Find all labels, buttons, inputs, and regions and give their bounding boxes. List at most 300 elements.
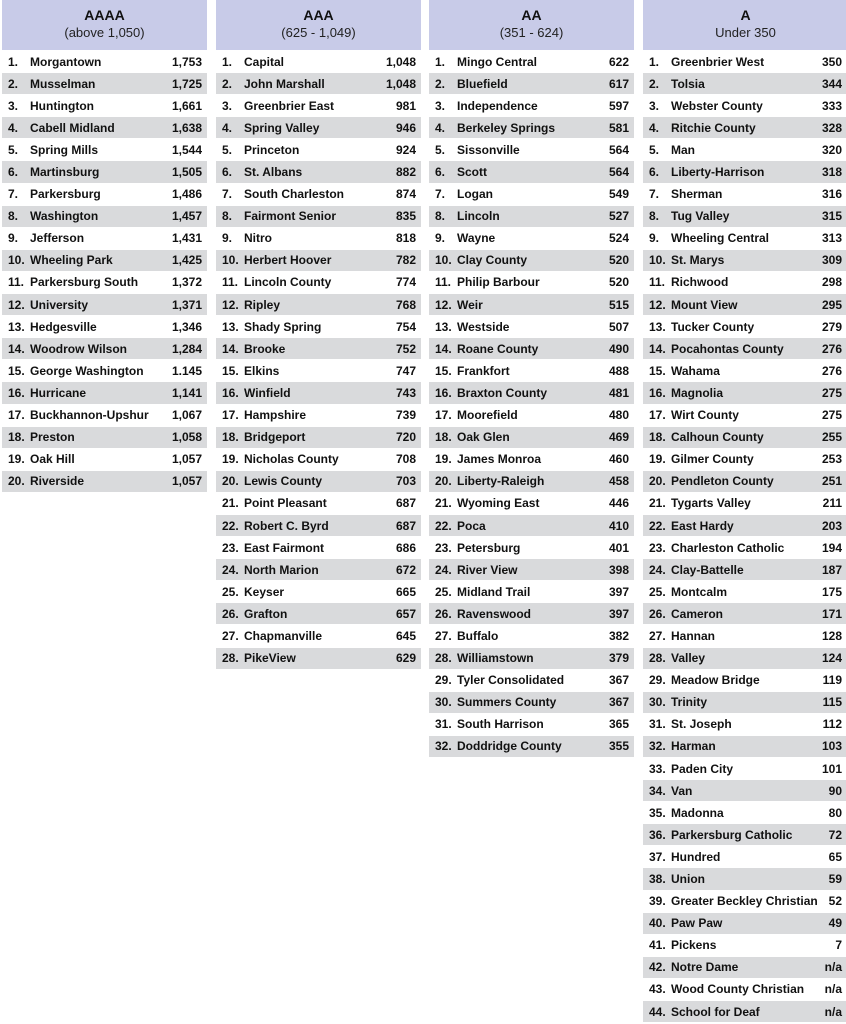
school-name: Paden City xyxy=(671,761,734,776)
school-name: Summers County xyxy=(457,695,557,710)
rank-number: 22. xyxy=(222,518,239,533)
enrollment-value: 275 xyxy=(821,408,842,423)
table-row xyxy=(429,184,634,206)
enrollment-value: 103 xyxy=(821,739,842,754)
table-row xyxy=(643,51,846,73)
enrollment-value: 1,067 xyxy=(171,408,202,423)
enrollment-value: 1.145 xyxy=(171,363,202,378)
rank-number: 19. xyxy=(222,452,239,467)
table-row xyxy=(643,559,846,581)
enrollment-value: 1,753 xyxy=(171,54,202,69)
school-name: River View xyxy=(457,562,518,577)
rank-number: 11. xyxy=(8,275,25,290)
school-name: Parkersburg Catholic xyxy=(671,827,793,842)
enrollment-value: 379 xyxy=(608,651,629,666)
school-name: East Hardy xyxy=(671,518,734,533)
column-subtitle: Under 350 xyxy=(715,25,776,40)
enrollment-value: 469 xyxy=(608,430,629,445)
table-row xyxy=(429,338,634,360)
enrollment-value: 279 xyxy=(821,319,842,334)
table-row xyxy=(643,471,846,493)
school-name: Petersburg xyxy=(457,540,521,555)
school-name: Wood County Christian xyxy=(671,982,805,997)
rank-number: 8. xyxy=(222,209,233,224)
enrollment-value: 708 xyxy=(395,452,416,467)
enrollment-value: 882 xyxy=(395,165,416,180)
school-name: Mount View xyxy=(671,297,738,312)
rank-number: 25. xyxy=(222,584,239,599)
enrollment-value: 1,284 xyxy=(171,341,202,356)
table-row xyxy=(643,294,846,316)
school-name: Hurricane xyxy=(30,385,87,400)
table-row xyxy=(429,670,634,692)
table-row xyxy=(643,139,846,161)
table-row xyxy=(429,206,634,228)
school-name: Shady Spring xyxy=(244,319,322,334)
school-name: Pendleton County xyxy=(671,474,774,489)
table-row xyxy=(2,206,207,228)
enrollment-value: 398 xyxy=(608,562,629,577)
school-name: Oak Glen xyxy=(457,430,510,445)
rank-number: 16. xyxy=(222,385,239,400)
school-name: Magnolia xyxy=(671,385,724,400)
rank-number: 15. xyxy=(435,363,452,378)
enrollment-value: 1,048 xyxy=(385,76,416,91)
enrollment-value: 255 xyxy=(821,430,842,445)
school-name: Madonna xyxy=(671,805,724,820)
table-row xyxy=(429,427,634,449)
column-header xyxy=(643,0,846,50)
rank-number: 5. xyxy=(649,142,660,157)
enrollment-value: 981 xyxy=(395,98,416,113)
column-aa xyxy=(429,0,634,758)
rank-number: 18. xyxy=(8,430,25,445)
table-row xyxy=(429,161,634,183)
school-name: PikeView xyxy=(244,651,296,666)
table-row xyxy=(216,206,421,228)
enrollment-value: 629 xyxy=(395,651,416,666)
table-row xyxy=(2,161,207,183)
table-row xyxy=(2,228,207,250)
table-row xyxy=(643,316,846,338)
table-row xyxy=(216,449,421,471)
rank-number: 2. xyxy=(435,76,446,91)
enrollment-value: 115 xyxy=(822,695,842,710)
table-row xyxy=(429,449,634,471)
rank-number: 2. xyxy=(222,76,233,91)
school-name: South Harrison xyxy=(457,717,544,732)
table-row xyxy=(643,913,846,935)
enrollment-value: 1,346 xyxy=(171,319,202,334)
table-row xyxy=(643,537,846,559)
rank-number: 33. xyxy=(649,761,666,776)
column-subtitle: (625 - 1,049) xyxy=(281,25,356,40)
enrollment-value: 774 xyxy=(395,275,416,290)
table-row xyxy=(429,95,634,117)
table-row xyxy=(643,758,846,780)
school-name: Keyser xyxy=(244,584,285,599)
rank-number: 44. xyxy=(649,1004,666,1019)
school-name: Midland Trail xyxy=(457,584,531,599)
enrollment-value: 52 xyxy=(828,894,842,909)
enrollment-value: 458 xyxy=(608,474,629,489)
enrollment-value: 328 xyxy=(821,120,842,135)
table-row xyxy=(216,427,421,449)
rank-number: 16. xyxy=(8,385,25,400)
table-row xyxy=(216,316,421,338)
table-row xyxy=(643,935,846,957)
table-row xyxy=(429,714,634,736)
table-row xyxy=(429,139,634,161)
school-name: Doddridge County xyxy=(457,739,562,754)
column-header xyxy=(216,0,421,50)
rank-number: 5. xyxy=(8,142,19,157)
rank-number: 13. xyxy=(649,319,666,334)
rank-number: 1. xyxy=(435,54,446,69)
school-name: John Marshall xyxy=(244,76,325,91)
rank-number: 10. xyxy=(649,253,666,268)
table-row xyxy=(429,515,634,537)
enrollment-value: 80 xyxy=(828,805,842,820)
rank-number: 14. xyxy=(649,341,666,356)
enrollment-value: 686 xyxy=(395,540,416,555)
enrollment-value: 316 xyxy=(821,187,842,202)
table-row xyxy=(429,250,634,272)
table-row xyxy=(216,360,421,382)
rank-number: 7. xyxy=(435,187,446,202)
school-name: Charleston Catholic xyxy=(671,540,785,555)
school-name: Philip Barbour xyxy=(457,275,540,290)
enrollment-value: 754 xyxy=(395,319,416,334)
table-row xyxy=(216,648,421,670)
rank-number: 20. xyxy=(435,474,452,489)
school-name: Brooke xyxy=(244,341,286,356)
enrollment-value: 460 xyxy=(608,452,629,467)
school-name: Harman xyxy=(671,739,716,754)
school-name: Liberty-Raleigh xyxy=(457,474,545,489)
table-row xyxy=(643,184,846,206)
school-list xyxy=(216,51,421,670)
rank-number: 13. xyxy=(222,319,239,334)
rank-number: 43. xyxy=(649,982,666,997)
enrollment-value: 645 xyxy=(395,628,416,643)
rank-number: 37. xyxy=(649,849,666,864)
table-row xyxy=(2,294,207,316)
enrollment-value: 665 xyxy=(395,584,416,599)
school-name: Jefferson xyxy=(30,231,85,246)
enrollment-value: 315 xyxy=(821,209,842,224)
school-name: Bluefield xyxy=(457,76,508,91)
table-row xyxy=(2,471,207,493)
school-name: Wahama xyxy=(671,363,720,378)
rank-number: 38. xyxy=(649,872,666,887)
table-row xyxy=(643,228,846,250)
rank-number: 19. xyxy=(649,452,666,467)
rank-number: 24. xyxy=(222,562,239,577)
school-name: Nitro xyxy=(244,231,272,246)
table-row xyxy=(2,272,207,294)
rank-number: 11. xyxy=(649,275,666,290)
table-row xyxy=(643,95,846,117)
rank-number: 9. xyxy=(222,231,233,246)
table-row xyxy=(216,139,421,161)
enrollment-value: 344 xyxy=(821,76,842,91)
school-name: Grafton xyxy=(244,606,288,621)
enrollment-value: 318 xyxy=(821,165,842,180)
school-name: Frankfort xyxy=(457,363,510,378)
table-row xyxy=(216,338,421,360)
enrollment-value: 520 xyxy=(608,253,629,268)
enrollment-value: 739 xyxy=(395,408,416,423)
enrollment-value: 128 xyxy=(821,628,842,643)
rank-number: 4. xyxy=(649,120,660,135)
enrollment-value: 211 xyxy=(822,496,842,511)
school-name: Winfield xyxy=(244,385,291,400)
table-row xyxy=(216,161,421,183)
rank-number: 21. xyxy=(222,496,239,511)
column-title: AAAA xyxy=(84,7,125,23)
school-name: Williamstown xyxy=(457,651,534,666)
rank-number: 16. xyxy=(435,385,452,400)
enrollment-value: 564 xyxy=(608,142,629,157)
table-row xyxy=(216,272,421,294)
table-row xyxy=(643,338,846,360)
rank-number: 15. xyxy=(8,363,25,378)
rank-number: 3. xyxy=(649,98,660,113)
table-row xyxy=(643,581,846,603)
rank-number: 23. xyxy=(222,540,239,555)
rank-number: 8. xyxy=(649,209,660,224)
table-row xyxy=(429,736,634,758)
table-row xyxy=(643,250,846,272)
table-row xyxy=(429,228,634,250)
school-name: North Marion xyxy=(244,562,319,577)
rank-number: 11. xyxy=(435,275,452,290)
school-name: Capital xyxy=(244,54,285,69)
enrollment-value: 49 xyxy=(828,916,842,931)
school-name: Notre Dame xyxy=(671,960,739,975)
enrollment-value: 687 xyxy=(395,518,416,533)
enrollment-value: 187 xyxy=(821,562,842,577)
rank-number: 26. xyxy=(222,606,239,621)
enrollment-value: 703 xyxy=(395,474,416,489)
school-name: Princeton xyxy=(244,142,300,157)
school-name: Tolsia xyxy=(671,76,705,91)
rank-number: 6. xyxy=(435,165,446,180)
table-row xyxy=(643,714,846,736)
table-row xyxy=(2,382,207,404)
enrollment-value: 124 xyxy=(821,651,842,666)
table-row xyxy=(429,316,634,338)
enrollment-value: 617 xyxy=(608,76,629,91)
school-name: Webster County xyxy=(671,98,763,113)
school-name: Moorefield xyxy=(457,408,518,423)
school-name: Clay County xyxy=(457,253,528,268)
school-name: Greenbrier West xyxy=(671,54,765,69)
school-name: Bridgeport xyxy=(244,430,306,445)
school-name: Cabell Midland xyxy=(30,120,115,135)
enrollment-value: 1,371 xyxy=(171,297,202,312)
school-name: Berkeley Springs xyxy=(457,120,556,135)
school-name: Clay-Battelle xyxy=(671,562,744,577)
school-name: Tyler Consolidated xyxy=(457,673,565,688)
school-name: Washington xyxy=(30,209,99,224)
table-row xyxy=(643,427,846,449)
school-name: Independence xyxy=(457,98,538,113)
table-row xyxy=(429,648,634,670)
column-title: A xyxy=(740,7,751,23)
table-row xyxy=(643,736,846,758)
rank-number: 23. xyxy=(435,540,452,555)
school-name: Hampshire xyxy=(244,408,307,423)
school-name: Preston xyxy=(30,430,75,445)
enrollment-value: n/a xyxy=(824,1004,842,1019)
table-row xyxy=(2,51,207,73)
table-row xyxy=(643,846,846,868)
enrollment-value: 90 xyxy=(828,783,842,798)
enrollment-value: 401 xyxy=(608,540,629,555)
enrollment-value: 1,505 xyxy=(171,165,202,180)
enrollment-value: 59 xyxy=(828,872,842,887)
rank-number: 2. xyxy=(649,76,660,91)
table-row xyxy=(643,515,846,537)
table-row xyxy=(216,515,421,537)
table-row xyxy=(429,537,634,559)
table-row xyxy=(216,51,421,73)
enrollment-value: 101 xyxy=(821,761,842,776)
school-name: Ripley xyxy=(244,297,281,312)
table-row xyxy=(643,802,846,824)
school-name: Cameron xyxy=(671,606,724,621)
school-name: Sissonville xyxy=(457,142,520,157)
school-list xyxy=(2,51,207,493)
enrollment-value: 309 xyxy=(821,253,842,268)
table-row xyxy=(216,250,421,272)
enrollment-value: 295 xyxy=(821,297,842,312)
table-row xyxy=(216,471,421,493)
school-name: Valley xyxy=(671,651,706,666)
enrollment-value: 597 xyxy=(608,98,629,113)
school-name: Trinity xyxy=(671,695,708,710)
enrollment-value: 768 xyxy=(395,297,416,312)
table-row xyxy=(2,316,207,338)
enrollment-value: 253 xyxy=(821,452,842,467)
rank-number: 17. xyxy=(435,408,452,423)
rank-number: 14. xyxy=(435,341,452,356)
table-row xyxy=(429,625,634,647)
rank-number: 23. xyxy=(649,540,666,555)
table-row xyxy=(216,493,421,515)
rank-number: 12. xyxy=(222,297,239,312)
rank-number: 22. xyxy=(435,518,452,533)
enrollment-value: 549 xyxy=(608,187,629,202)
school-name: Meadow Bridge xyxy=(671,673,760,688)
school-name: University xyxy=(30,297,89,312)
school-name: James Monroa xyxy=(457,452,542,467)
table-row xyxy=(643,979,846,1001)
enrollment-value: 112 xyxy=(822,717,842,732)
school-name: Braxton County xyxy=(457,385,547,400)
enrollment-value: 298 xyxy=(821,275,842,290)
rank-number: 3. xyxy=(8,98,19,113)
table-row xyxy=(429,581,634,603)
school-name: Gilmer County xyxy=(671,452,754,467)
school-name: Greenbrier East xyxy=(244,98,335,113)
enrollment-value: 480 xyxy=(608,408,629,423)
column-aaa xyxy=(216,0,421,670)
school-name: Spring Mills xyxy=(30,142,99,157)
enrollment-value: 320 xyxy=(821,142,842,157)
table-row xyxy=(429,471,634,493)
rank-number: 35. xyxy=(649,805,666,820)
school-name: St. Marys xyxy=(671,253,725,268)
rank-number: 15. xyxy=(649,363,666,378)
table-row xyxy=(643,824,846,846)
enrollment-value: 782 xyxy=(395,253,416,268)
enrollment-value: 1,057 xyxy=(171,474,202,489)
school-name: Scott xyxy=(457,165,487,180)
enrollment-value: 119 xyxy=(822,673,842,688)
rank-number: 41. xyxy=(649,938,666,953)
enrollment-value: 1,661 xyxy=(171,98,202,113)
school-name: Paw Paw xyxy=(671,916,723,931)
school-name: Musselman xyxy=(30,76,96,91)
rank-number: 9. xyxy=(8,231,19,246)
table-row xyxy=(643,449,846,471)
rank-number: 6. xyxy=(649,165,660,180)
enrollment-value: 72 xyxy=(828,827,842,842)
enrollment-value: 687 xyxy=(395,496,416,511)
rank-number: 19. xyxy=(435,452,452,467)
enrollment-value: 818 xyxy=(395,231,416,246)
column-a xyxy=(643,0,846,1023)
school-name: Parkersburg xyxy=(30,187,101,202)
table-row xyxy=(2,405,207,427)
school-name: Wheeling Central xyxy=(671,231,770,246)
school-name: Elkins xyxy=(244,363,280,378)
school-name: Calhoun County xyxy=(671,430,764,445)
rank-number: 12. xyxy=(8,297,25,312)
rank-number: 28. xyxy=(649,651,666,666)
school-name: Mingo Central xyxy=(457,54,537,69)
rank-number: 27. xyxy=(649,628,666,643)
table-row xyxy=(643,891,846,913)
school-name: Pocahontas County xyxy=(671,341,784,356)
enrollment-value: 1,372 xyxy=(171,275,202,290)
rank-number: 14. xyxy=(222,341,239,356)
enrollment-value: 276 xyxy=(821,341,842,356)
table-row xyxy=(429,493,634,515)
enrollment-value: n/a xyxy=(824,982,842,997)
enrollment-value: 581 xyxy=(608,120,629,135)
table-row xyxy=(2,427,207,449)
enrollment-value: 355 xyxy=(608,739,629,754)
rank-number: 34. xyxy=(649,783,666,798)
rank-number: 12. xyxy=(435,297,452,312)
rank-number: 3. xyxy=(222,98,233,113)
school-name: Wirt County xyxy=(671,408,739,423)
column-title: AA xyxy=(521,7,542,23)
enrollment-value: 752 xyxy=(395,341,416,356)
school-name: Buffalo xyxy=(457,628,499,643)
table-row xyxy=(216,73,421,95)
rank-number: 32. xyxy=(435,739,452,754)
school-name: Morgantown xyxy=(30,54,102,69)
rank-number: 27. xyxy=(435,628,452,643)
rank-number: 31. xyxy=(649,717,666,732)
school-name: Union xyxy=(671,872,705,887)
rank-number: 4. xyxy=(222,120,233,135)
